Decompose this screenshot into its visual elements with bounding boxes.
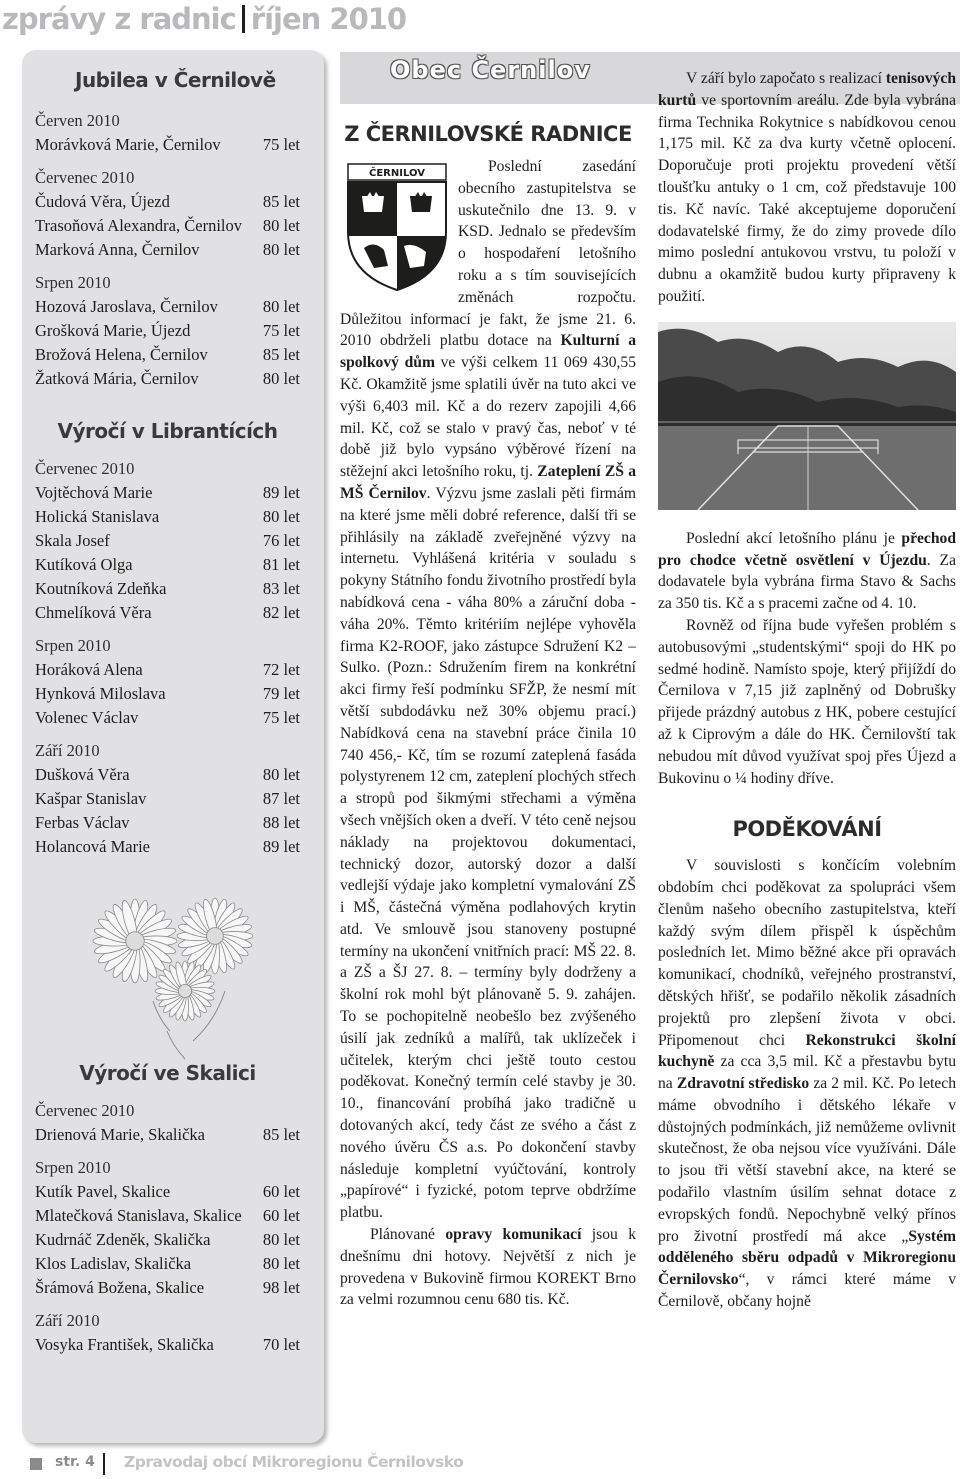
person-name: Dušková Věra <box>35 765 130 784</box>
person-name: Holancová Marie <box>35 837 150 856</box>
person-age: 83 let <box>262 579 300 598</box>
person-name: Kudrnáč Zdeněk, Skalička <box>35 1230 211 1249</box>
librantice-anniversary-list <box>35 457 300 859</box>
person-age: 81 let <box>262 555 300 574</box>
person-name: Grošková Marie, Újezd <box>35 321 191 340</box>
person-name: Žatková Mária, Černilov <box>35 369 199 388</box>
crossing-paragraph: Poslední akcí letošního plánu je přechod pro chodce včetně osvětlení v Újezdu. Za dodavatele byla vybrána firma Stavo & Sachs za 350 tis. Kč a s pracemi začne od 4. 10. <box>658 529 956 613</box>
thanks-heading: PODĚKOVÁNÍ <box>732 817 882 842</box>
jubilee-row <box>35 811 300 835</box>
person-name: Kašpar Stanislav <box>35 789 147 808</box>
jubilee-row <box>35 505 300 529</box>
jubilee-row <box>35 1123 300 1147</box>
person-name: Trasoňová Alexandra, Černilov <box>35 216 242 235</box>
cernilov-jubilee-list <box>35 109 300 391</box>
page-header <box>2 2 406 36</box>
month-heading: Červenec 2010 <box>35 459 135 478</box>
person-age: 80 let <box>262 369 300 388</box>
month-heading: Červen 2010 <box>35 111 120 130</box>
person-age: 60 let <box>262 1206 300 1225</box>
tennis-paragraph: V září bylo započato s realizací tenisových kurtů ve sportovním areálu. Zde byla vybrána firma Technika Rokytnice s nabídkovou cenou 1,175 mil. Kč za dva kurty včetně oplocení. Doporučuje proti projektu provedení větší tloušťku antuky o 1 cm, což představuje 100 tis. Kč navíc. Také akceptujeme doporučení dodavatelské firmy, že do zimy provede dílo mimo poslední antukovou vrstvu, tu položí v dubnu a okamžitě budou kurty připraveny k použití. <box>658 70 956 305</box>
jubilee-row <box>35 658 300 682</box>
footer-separator <box>103 1453 105 1475</box>
person-age: 88 let <box>262 813 300 832</box>
jubilee-row <box>35 787 300 811</box>
person-name: Morávková Marie, Černilov <box>35 135 221 154</box>
person-name: Marková Anna, Černilov <box>35 240 200 259</box>
person-name: Holická Stanislava <box>35 507 160 526</box>
jubilee-row <box>35 133 300 157</box>
person-age: 75 let <box>262 321 300 340</box>
journal-name: Zpravodaj obcí Mikroregionu Černilovsko <box>124 1453 464 1471</box>
person-name: Skala Josef <box>35 531 110 550</box>
skalice-anniversary-title: Výročí ve Skalici <box>79 1061 256 1085</box>
month-heading: Červenec 2010 <box>35 168 135 187</box>
jubilee-row <box>35 682 300 706</box>
right-article <box>658 68 956 1313</box>
jubilee-row <box>35 529 300 553</box>
person-name: Horáková Alena <box>35 660 143 679</box>
person-name: Šrámová Božena, Skalice <box>35 1278 205 1297</box>
article-heading: Z ČERNILOVSKÉ RADNICE <box>344 122 632 146</box>
header-section: zprávy z radnic <box>2 2 236 36</box>
person-age: 80 let <box>262 765 300 784</box>
page-number: str. 4 <box>55 1454 95 1470</box>
person-age: 80 let <box>262 1254 300 1273</box>
jubilee-row <box>35 1276 300 1300</box>
person-age: 85 let <box>262 192 300 211</box>
jubilee-row <box>35 1252 300 1276</box>
person-age: 80 let <box>262 507 300 526</box>
person-age: 89 let <box>262 483 300 502</box>
header-issue: říjen 2010 <box>250 2 407 36</box>
article-paragraph-2: Plánované opravy komunikací jsou k dnešnímu dni hotovy. Největší z nich je provedena v Bukovině firmou KOREKT Brno za velmi rozumnou cenu 680 tis. Kč. <box>340 1226 636 1309</box>
tennis-court-photo <box>658 322 956 510</box>
person-name: Chmelíková Věra <box>35 603 152 622</box>
article-body <box>340 156 636 1311</box>
skalice-anniversary-list <box>35 1099 300 1357</box>
person-age: 75 let <box>262 135 300 154</box>
jubilee-row <box>35 1180 300 1204</box>
jubilee-lists <box>35 68 300 1357</box>
person-name: Klos Ladislav, Skalička <box>35 1254 192 1273</box>
jubilee-row <box>35 190 300 214</box>
cernilov-crest-icon <box>344 162 450 292</box>
page-footer <box>0 1450 960 1479</box>
thanks-paragraph: V souvislosti s končícím volebním obdobím chci poděkovat za spolupráci všem členům našeho obecního zastupitelstva, kteří každý svým dílem přispěl k úspěchům posledních let. Mimo běžné akce při opravách komunikací, chodníků, veřejného prostranství, dětských hřišť, se podařilo několik zásadních projektů pro zlepšení života v obci. Připomenout chci Rekonstrukci školní kuchyně za cca 3,5 mil. Kč a přestavbu bytu na Zdravotní středisko za 2 mil. Kč. Po letech máme obvodního i dětského lékaře v důstojných podmínkách, již nemůžeme ovlivnit skutečnost, že oba nejsou více využíváni. Dále to jsou tři větší stavební akce, na které se podařilo vlastním úsilím sehnat dotace z evropských fondů. Nepochybně velký přínos pro životní prostředí má akce „Systém odděleného sběru odpadů v Mikroregionu Černilovsko“, v rámci které máme v Černilově, občany hojně <box>658 857 957 1311</box>
person-age: 79 let <box>262 684 300 703</box>
person-age: 87 let <box>262 789 300 808</box>
person-name: Vojtěchová Marie <box>35 483 153 502</box>
month-heading: Září 2010 <box>35 741 100 760</box>
month-heading: Červenec 2010 <box>35 1101 135 1120</box>
jubilee-row <box>35 295 300 319</box>
person-name: Volenec Václav <box>35 708 139 727</box>
month-heading: Září 2010 <box>35 1311 100 1330</box>
person-age: 82 let <box>262 603 300 622</box>
person-name: Čudová Věra, Újezd <box>35 192 170 211</box>
person-name: Hynková Miloslava <box>35 684 166 703</box>
jubilee-row <box>35 1204 300 1228</box>
middle-article <box>340 112 636 1311</box>
footer-square-icon <box>30 1458 42 1470</box>
month-heading: Srpen 2010 <box>35 636 111 655</box>
person-age: 75 let <box>262 708 300 727</box>
flower-illustration <box>75 881 275 1061</box>
jubilee-row <box>35 763 300 787</box>
person-age: 98 let <box>262 1278 300 1297</box>
person-name: Drienová Marie, Skalička <box>35 1125 205 1144</box>
jubilee-row <box>35 835 300 859</box>
person-age: 60 let <box>262 1182 300 1201</box>
person-age: 85 let <box>262 1125 300 1144</box>
person-age: 80 let <box>262 297 300 316</box>
article-paragraph-1: Poslední zasedání obecního zastupitelstva se uskutečnilo dne 13. 9. v KSD. Jednalo se především o hospodaření letošního roku a s tím souvisejících změnách rozpočtu. Důležitou informací je fakt, že jsme 21. 6. 2010 obdrželi platbu dotace na Kulturní a spolkový dům ve výši celkem 11 069 430,55 Kč. Okamžitě jsme splatili úvěr na tuto akci ve výši 6,403 mil. Kč a do rezerv zapojili 4,66 mil. Kč, což se stalo v pravý čas, neboť v té době již bylo vypsáno výběrové řízení na stěžejní akci letošního roku, tj. Zateplení ZŠ a MŠ Černilov. Výzvu jsme zaslali pěti firmám na které jsme měli dobré reference, další tři se přihlásily na základě zveřejněné výzvy na internetu. Vyhlášená kritéria v souladu s pokyny Státního fondu životního prostředí byla nabídková cena - váha 80% a záruční doba - váha 20%. Těmto kritériím nejlépe vyhověla firma K2-ROOF, jako zástupce Sdružení K2 – Sulko. (Pozn.: Sdružením firem na konkrétní akci firmy řeší podmínku SFŽP, že nesmí mít větší subdodávku než 30% objemu prací.) Nabídková cena na stavební práce činila 10 740 456,- Kč, tím se rozumí zateplená fasáda polystyrenem 12 cm, zateplení plochých střech a stropů pod šikmými střechami a výměna všech vnějších oken a dveří. V této ceně nejsou náklady na projektovou dokumentaci, technický dozor, autorský dozor a další vedlejší výdaje jako kompletní vymalování ZŠ i MŠ, částečná výměna podlahových krytin atd. Ve smlouvě jsou stanoveny postupné termíny na ukončení vnitřních prací: MŠ 22. 8. a ZŠ a ŠJ 27. 8. – termíny byly dodrženy a školní rok mohl být plánovaně 5. 9. zahájen. To se pochopitelně neobešlo bez zvýšeného úsilí jak zedníků a malířů, tak uklízeček i učitelek, kterým chci ještě touto cestou poděkovat. Konečný termín celé stavby je 30. 10., financování probíhá jako tradičně u dotovaných akcí, tedy část ze svého a část z nového úvěru ČS a.s. Po dokončení stavby následuje kompletní vyúčtování, kontroly „papírové“ i fyzické, potom teprve obdržíme platbu. <box>340 158 637 1222</box>
person-age: 70 let <box>262 1335 300 1354</box>
jubilee-row <box>35 214 300 238</box>
person-age: 80 let <box>262 1230 300 1249</box>
jubilee-row <box>35 343 300 367</box>
person-name: Ferbas Václav <box>35 813 130 832</box>
librantice-anniversary-title: Výročí v Librantících <box>57 419 278 443</box>
jubilee-row <box>35 367 300 391</box>
person-age: 85 let <box>262 345 300 364</box>
cernilov-jubilee-title: Jubilea v Černilově <box>75 68 276 92</box>
month-heading: Srpen 2010 <box>35 273 111 292</box>
person-name: Hozová Jaroslava, Černilov <box>35 297 218 316</box>
person-name: Mlatečková Stanislava, Skalice <box>35 1206 242 1225</box>
jubilee-row <box>35 1333 300 1357</box>
person-age: 80 let <box>262 240 300 259</box>
jubilee-row <box>35 553 300 577</box>
person-name: Kutíková Olga <box>35 555 133 574</box>
bus-paragraph: Rovněž od října bude vyřešen problém s autobusovými „studentskými“ spoji do HK po sedmé hodině. Namísto spoje, který přijíždí do Černilova v 7,15 již zaplněný od Dobrušky přijede prázdný autobus z HK, pobere cestující až k Ciprovým a dále do HK. Černilovští tak nebudou mít důvod využívat spoj přes Újezd a Bukovinu o ¼ hodiny dříve. <box>658 616 956 787</box>
jubilee-row <box>35 481 300 505</box>
jubilee-row <box>35 319 300 343</box>
person-name: Kutík Pavel, Skalice <box>35 1182 171 1201</box>
month-heading: Srpen 2010 <box>35 1158 111 1177</box>
person-name: Koutníková Zdeňka <box>35 579 167 598</box>
jubilee-row <box>35 577 300 601</box>
person-age: 76 let <box>262 531 300 550</box>
person-name: Brožová Helena, Černilov <box>35 345 208 364</box>
person-age: 89 let <box>262 837 300 856</box>
person-name: Vosyka František, Skalička <box>35 1335 214 1354</box>
jubilee-row <box>35 601 300 625</box>
jubilee-row <box>35 238 300 262</box>
jubilee-row <box>35 706 300 730</box>
obec-banner-title: Obec Černilov <box>390 56 591 84</box>
header-separator <box>242 5 245 33</box>
person-age: 80 let <box>262 216 300 235</box>
jubilee-row <box>35 1228 300 1252</box>
svg-text:ČERNILOV: ČERNILOV <box>369 168 425 179</box>
person-age: 72 let <box>262 660 300 679</box>
